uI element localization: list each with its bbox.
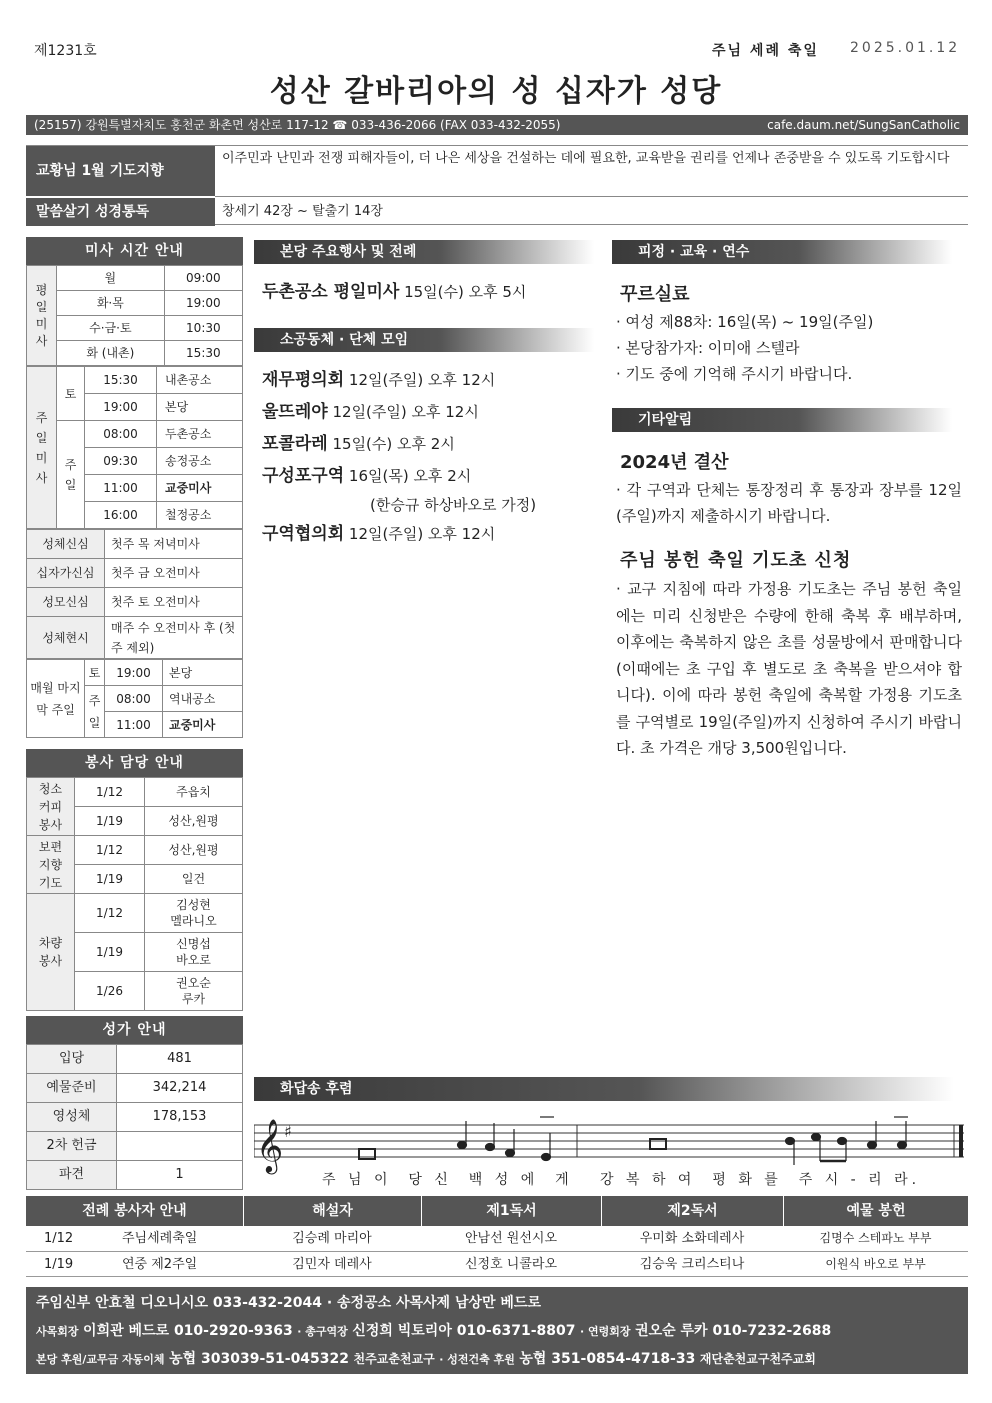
hymn-label: 2차 헌금 [27, 1132, 117, 1161]
weekday-mass-label: 평일미사 [27, 266, 57, 366]
service-group-label: 보편 지향 기도 [27, 836, 75, 894]
monthly-place: 역내공소 [163, 686, 243, 712]
monthly-place: 교중미사 [163, 712, 243, 738]
weekday-time: 10:30 [164, 316, 242, 341]
sunday-mass-label: 주일미사 [27, 367, 57, 529]
sunday-place: 본당 [157, 394, 243, 421]
event-item [262, 276, 526, 308]
group-note: (한승규 하상바오로 가정) [370, 496, 537, 514]
service-date: 1/19 [75, 865, 145, 894]
sunday-place: 교중미사 [157, 475, 243, 502]
retreat-line: · 기도 중에 기억해 주시기 바랍니다. [616, 365, 853, 383]
hymn-number: 342,214 [117, 1074, 243, 1103]
monthly-mass-label: 매월 마지막 주일 [27, 660, 85, 738]
sunday-place: 두촌공소 [157, 421, 243, 448]
hymn-number: 178,153 [117, 1103, 243, 1132]
page-title: 성산 갈바리아의 성 십자가 성당 [269, 74, 723, 109]
liturgy-commentator: 김승례 마리아 [292, 1231, 372, 1246]
group-time: 12일(주일) 오후 12시 [332, 403, 479, 421]
liturgy-header: 예물 봉헌 [783, 1196, 968, 1226]
liturgy-commentator: 김민자 데레사 [292, 1257, 372, 1272]
service-person: 성산,원평 [145, 836, 243, 865]
monthly-time: 19:00 [105, 660, 163, 686]
weekday-day: 화·목 [57, 291, 165, 316]
sunday-place: 송정공소 [157, 448, 243, 475]
hymns-table [26, 1044, 243, 1190]
liturgy-header: 해설자 [243, 1196, 421, 1226]
service-title: 봉사 담당 안내 [26, 749, 243, 777]
address-bar [26, 115, 968, 135]
other-notices-title: 기타알림 [612, 408, 952, 432]
phone: 033-436-2066 [351, 118, 437, 132]
service-table [26, 777, 243, 1011]
weekday-time: 19:00 [164, 291, 242, 316]
event-name: 두촌공소 평일미사 [262, 282, 400, 302]
sunday-time: 15:30 [85, 367, 157, 394]
liturgy-reader1: 신정호 니콜라오 [464, 1257, 558, 1272]
group-time: 12일(주일) 오후 12시 [348, 525, 496, 543]
liturgy-offering: 이원식 바오로 부부 [825, 1257, 926, 1271]
psalm-lyrics-1: 주 님 이 당 신 백 성 에 게 [322, 1172, 573, 1188]
notice-title: 주님 봉헌 축일 기도초 신청 [620, 550, 852, 571]
event-time: 15일(수) 오후 5시 [404, 283, 527, 301]
group-item [262, 428, 455, 460]
footer-pastor: 주임신부 안효철 디오니시오 033-432-2044 · 송정공소 사목사제 남상만 베드로 [36, 1295, 541, 1311]
service-date: 1/26 [75, 972, 145, 1011]
liturgy-reader2: 김승욱 크리스티나 [639, 1257, 745, 1272]
service-person: 일건 [145, 865, 243, 894]
devotion-name: 십자가신심 [27, 559, 105, 588]
intention-box [26, 145, 968, 225]
devotion-desc: 첫주 금 오전미사 [105, 559, 243, 588]
hymn-number [117, 1132, 243, 1161]
group-name: 재무평의회 [262, 370, 345, 390]
mass-table [26, 265, 243, 738]
hymn-label: 입당 [27, 1045, 117, 1074]
hymn-number: 1 [117, 1161, 243, 1190]
notice-text: · 교구 지침에 따라 가정용 기도초는 주님 봉헌 축일에는 미리 신청받은 수량에 한해 축복 후 배부하며, 이후에는 축복하지 않은 초를 성물방에서 판매합니다(이때에는 초 구입 후 별도로 초 축복을 받으셔야 합니다). 이에 따라 봉헌 축일에 축복할 가정용 기도초를 구역별로 19일(주일)까지 신청하여 주시기 바랍니다. 초 가격은 개당 3,500원입니다. [616, 580, 962, 757]
sunday-place: 내촌공소 [157, 367, 243, 394]
devotion-name: 성체현시 [27, 617, 105, 659]
group-time: 15일(수) 오후 2시 [332, 435, 455, 453]
devotion-name: 성모신심 [27, 588, 105, 617]
sunday-time: 08:00 [85, 421, 157, 448]
liturgy-date: 1/12 [44, 1231, 74, 1246]
pope-intention-label: 교황님 1월 기도지향 [26, 146, 215, 196]
footer-officers: 사목회장 이희관 베드로 010-2920-9363 · 총구역장 신정희 빅토리아 010-6371-8807 · 연령회장 권오순 루카 010-7232-2688 [36, 1323, 832, 1339]
service-person: 성산,원평 [145, 807, 243, 836]
service-date: 1/19 [75, 807, 145, 836]
retreat-title: 피정 · 교육 · 연수 [612, 240, 952, 264]
psalm-title: 화답송 후렴 [254, 1077, 954, 1101]
monthly-time: 08:00 [105, 686, 163, 712]
weekday-day: 수·금·토 [57, 316, 165, 341]
issue-date: 2025.01.12 [850, 40, 961, 56]
weekday-day: 월 [57, 266, 165, 291]
hymn-number: 481 [117, 1045, 243, 1074]
monthly-sunday-label: 주일 [85, 686, 105, 738]
notice-title: 2024년 결산 [620, 452, 729, 473]
weekday-time: 09:00 [164, 266, 242, 291]
service-person: 김성현 멜라니오 [145, 894, 243, 933]
sunday-place: 철정공소 [157, 502, 243, 529]
service-date: 1/12 [75, 778, 145, 807]
sharp-icon: ♯ [284, 1122, 292, 1141]
group-time: 12일(주일) 오후 12시 [348, 371, 496, 389]
group-name: 울뜨레야 [262, 402, 328, 422]
address: (25157) 강원특별자치도 홍천군 화촌면 성산로 117-12 [34, 118, 329, 132]
retreat-line: · 여성 제88차: 16일(목) ~ 19일(주일) [616, 313, 874, 331]
service-date: 1/19 [75, 933, 145, 972]
service-group-label: 차량 봉사 [27, 894, 75, 1011]
hymn-label: 파견 [27, 1161, 117, 1190]
website-link[interactable]: cafe.daum.net/SungSanCatholic [767, 118, 960, 132]
notice-text: · 각 구역과 단체는 통장정리 후 통장과 장부를 12일(주일)까지 제출하시기 바랍니다. [616, 481, 962, 525]
liturgy-offering: 김명수 스테파노 부부 [819, 1231, 932, 1245]
fax: (FAX 033-432-2055) [440, 118, 561, 132]
psalm-lyrics-2: 강 복 하 여 평 화 를 주 시 - 리 라. [600, 1172, 921, 1188]
weekday-time: 15:30 [164, 341, 242, 366]
liturgy-feast: 주님세례축일 [122, 1231, 198, 1246]
sunday-time: 16:00 [85, 502, 157, 529]
monthly-time: 11:00 [105, 712, 163, 738]
service-date: 1/12 [75, 894, 145, 933]
bible-label: 말씀살기 성경통독 [26, 198, 215, 226]
events-title: 본당 주요행사 및 전례 [254, 240, 594, 264]
sunday-time: 09:30 [85, 448, 157, 475]
group-item [262, 460, 471, 492]
bible-text: 창세기 42장 ~ 탈출기 14장 [222, 204, 383, 219]
monthly-saturday-label: 토 [85, 660, 105, 686]
service-date: 1/12 [75, 836, 145, 865]
liturgy-reader2: 우미화 소화데레사 [639, 1231, 745, 1246]
service-group-label: 청소 커피 봉사 [27, 778, 75, 836]
sunday-label: 주일 [57, 421, 85, 529]
liturgy-reader1: 안남선 원선시오 [464, 1231, 558, 1246]
sunday-time: 11:00 [85, 475, 157, 502]
devotion-desc: 첫주 토 오전미사 [105, 588, 243, 617]
group-name: 구성포구역 [262, 466, 345, 486]
group-time: 16일(목) 오후 2시 [348, 467, 472, 485]
service-person: 주읍치 [145, 778, 243, 807]
footer-accounts: 본당 후원/교무금 자동이체 농협 303039-51-045322 천주교춘천교구 · 성전건축 후원 농협 351-0854-4718-33 재단춘천교구천주교회 [36, 1351, 816, 1367]
footer [26, 1287, 968, 1374]
group-item [262, 518, 495, 550]
treble-clef-icon: 𝄞 [256, 1118, 284, 1172]
sunday-time: 19:00 [85, 394, 157, 421]
weekday-day: 화 (내촌) [57, 341, 165, 366]
devotion-desc: 첫주 목 저녁미사 [105, 530, 243, 559]
retreat-subtitle: 꾸르실료 [620, 284, 690, 305]
retreat-line: · 본당참가자: 이미애 스텔라 [616, 339, 800, 357]
liturgy-header: 제2독서 [601, 1196, 783, 1226]
service-person: 신명섭 바오로 [145, 933, 243, 972]
liturgy-feast: 연중 제2주일 [122, 1257, 198, 1272]
service-person: 권오순 루카 [145, 972, 243, 1011]
group-name: 구역협의회 [262, 524, 345, 544]
devotion-desc: 매주 수 오전미사 후 (첫 주 제외) [105, 617, 243, 659]
group-item [262, 396, 479, 428]
liturgy-header: 전례 봉사자 안내 [82, 1203, 187, 1219]
liturgy-header: 제1독서 [421, 1196, 601, 1226]
pope-intention-text: 이주민과 난민과 전쟁 피해자들이, 더 나은 세상을 건설하는 데에 필요한, 교육받을 권리를 언제나 존중받을 수 있도록 기도합시다 [222, 151, 950, 166]
hymn-label: 예물준비 [27, 1074, 117, 1103]
hymns-title: 성가 안내 [26, 1016, 243, 1044]
devotion-name: 성체신심 [27, 530, 105, 559]
mass-times-title: 미사 시간 안내 [26, 237, 243, 265]
group-item [262, 364, 495, 396]
liturgy-date: 1/19 [44, 1257, 74, 1272]
saturday-label: 토 [57, 367, 85, 421]
hymn-label: 영성체 [27, 1103, 117, 1132]
groups-title: 소공동체 · 단체 모임 [254, 328, 594, 352]
feast-name: 주님 세례 축일 [712, 43, 819, 59]
monthly-place: 본당 [163, 660, 243, 686]
group-name: 포콜라레 [262, 434, 328, 454]
issue-number: 제1231호 [34, 43, 97, 59]
phone-icon: ☎ [332, 118, 348, 132]
